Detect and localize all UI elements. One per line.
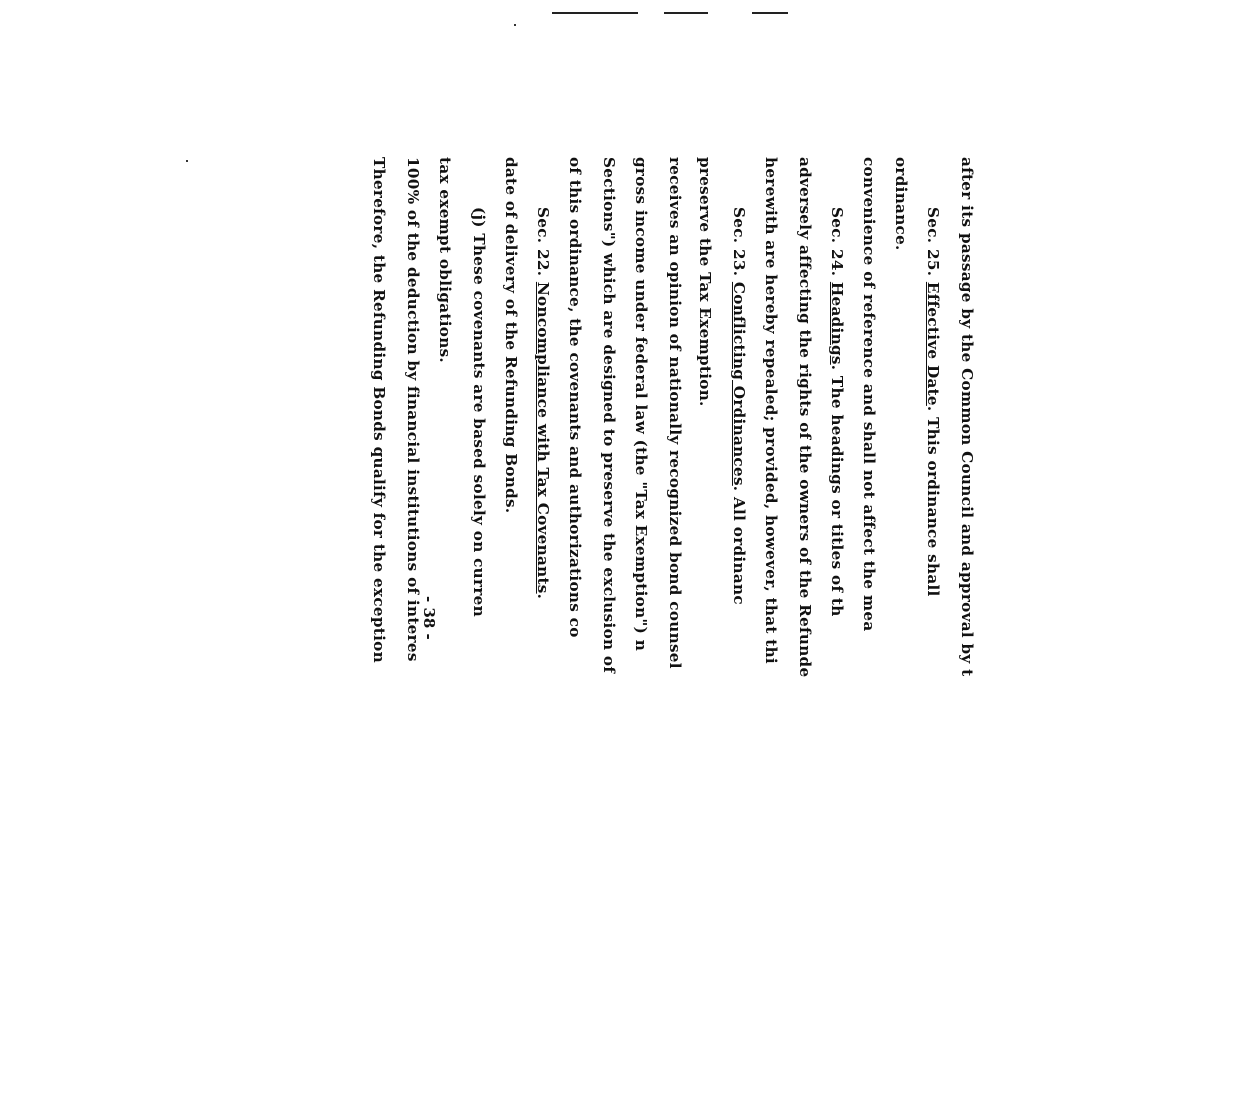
text-line-10: receives an opinion of nationally recognized bond counsel <box>666 157 684 669</box>
text-line-5: date of delivery of the Refunding Bonds. <box>502 157 520 514</box>
text-line-19: after its passage by the Common Council and approval by t <box>958 157 976 677</box>
text-line-2: 100% of the deduction by financial institutions of interes <box>404 157 422 662</box>
text-line-6: Sec. 22. Noncompliance with Tax Covenants. <box>534 207 552 600</box>
text-line-16: convenience of reference and shall not affect the mea <box>860 157 878 632</box>
text-line-18: Sec. 25. Effective Date. This ordinance shall <box>924 207 942 597</box>
text-line-14: adversely affecting the rights of the owners of the Refunde <box>796 157 814 678</box>
text-line-4: (j) These covenants are based solely on curren <box>470 207 488 617</box>
text-line-8: Sections") which are designed to preserve the exclusion of <box>600 157 618 674</box>
document-page <box>0 0 976 678</box>
text-line-9: gross income under federal law (the "Tax Exemption") n <box>632 157 650 652</box>
text-line-17: ordinance. <box>892 157 910 251</box>
section-heading: Conflicting Ordinances <box>730 281 748 486</box>
text-line-1: Therefore, the Refunding Bonds qualify for the exception <box>370 157 388 663</box>
text-line-15: Sec. 24. Headings. The headings or titles of th <box>828 207 846 617</box>
text-line-3: tax exempt obligations. <box>436 157 454 364</box>
text-line-13: herewith are hereby repealed; provided, however, that thi <box>762 157 780 664</box>
text-line-12: Sec. 23. Conflicting Ordinances. All ordinanc <box>730 207 748 605</box>
text-line-11: preserve the Tax Exemption. <box>696 157 714 407</box>
section-heading: Effective Date <box>924 281 942 406</box>
text-line-7: of this ordinance, the covenants and authorizations co <box>566 157 584 638</box>
section-heading: Noncompliance with Tax Covenants <box>534 281 552 594</box>
section-heading: Headings <box>828 281 846 365</box>
page-number: - 38 - <box>420 596 438 640</box>
